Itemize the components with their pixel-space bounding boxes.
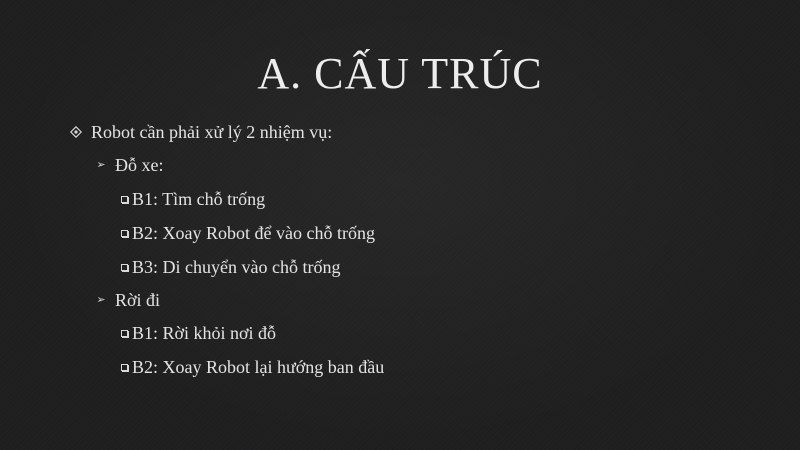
square-shadow-icon — [121, 230, 128, 237]
section-heading-leave — [96, 288, 160, 312]
step-text: B3: Di chuyển vào chỗ trống — [132, 257, 341, 277]
step-item — [121, 187, 265, 211]
step-text: B2: Xoay Robot lại hướng ban đầu — [132, 357, 385, 377]
section-heading-parking — [96, 153, 164, 177]
square-shadow-icon — [121, 264, 128, 271]
section-heading-text: Rời đi — [115, 290, 161, 310]
square-shadow-icon — [121, 364, 128, 371]
square-shadow-icon — [121, 196, 128, 203]
arrow-right-icon: ➢ — [96, 159, 106, 171]
diamond-dot-icon — [70, 126, 82, 138]
step-item — [121, 355, 384, 379]
step-item — [121, 321, 276, 345]
step-text: B1: Tìm chỗ trống — [132, 189, 266, 209]
square-shadow-icon — [121, 330, 128, 337]
section-heading-text: Đỗ xe: — [115, 155, 164, 175]
slide-title: A. CẤU TRÚC — [257, 49, 543, 98]
step-item — [121, 221, 375, 245]
step-text: B2: Xoay Robot để vào chỗ trống — [132, 223, 375, 243]
arrow-right-icon: ➢ — [96, 294, 106, 306]
bullet-level1-text: Robot cần phải xử lý 2 nhiệm vụ: — [91, 122, 333, 142]
bullet-level1 — [70, 120, 332, 144]
step-item — [121, 255, 340, 279]
step-text: B1: Rời khỏi nơi đỗ — [132, 323, 277, 343]
